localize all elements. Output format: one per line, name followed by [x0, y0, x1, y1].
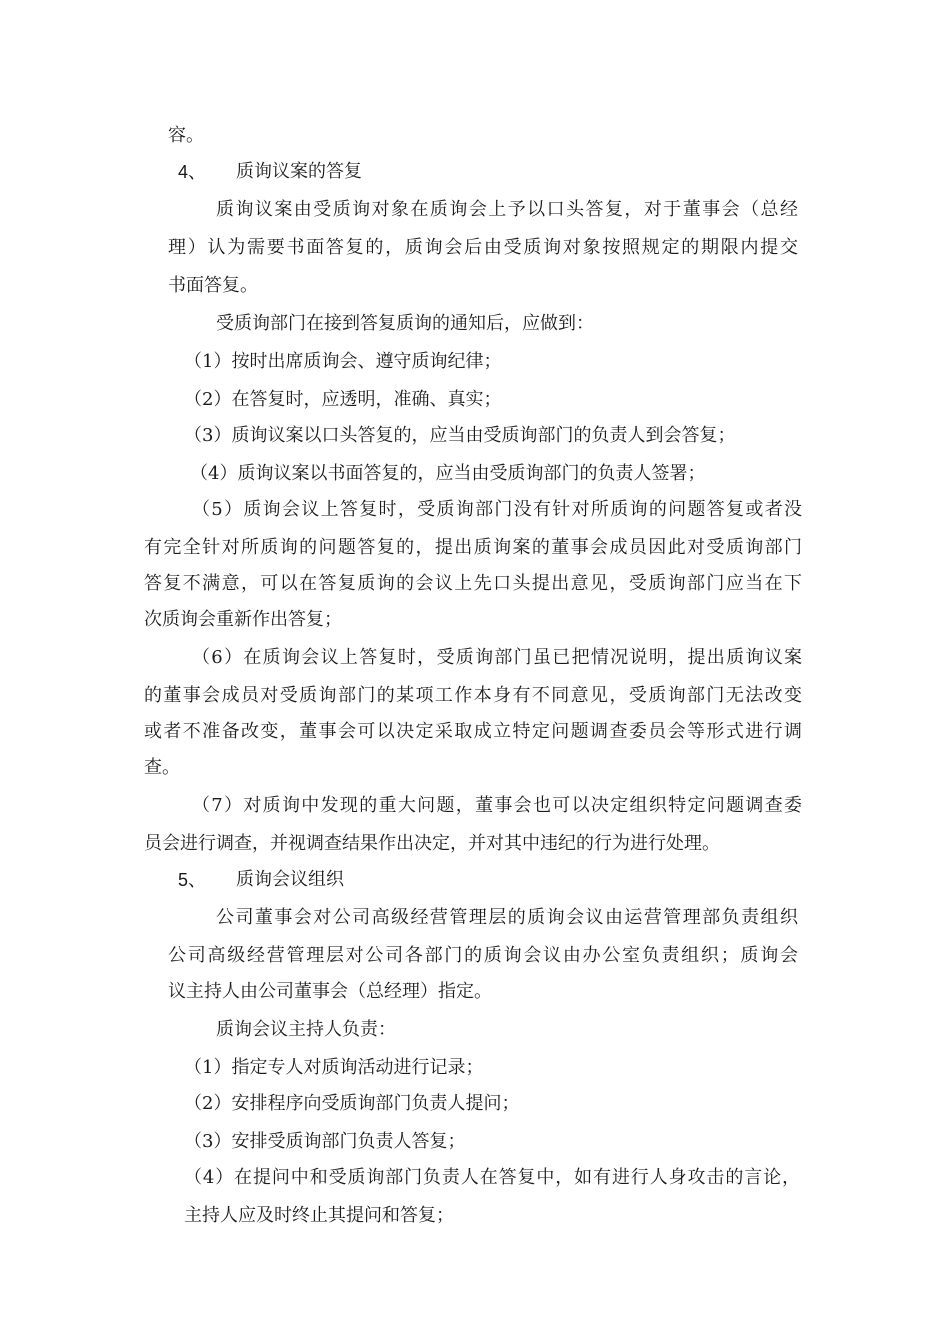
- paragraph-line: 书面答复。: [168, 275, 258, 296]
- paragraph-lead: 质询会议主持人负责：: [216, 1019, 396, 1040]
- list-item-line: 答复不满意，可以在答复质询的会议上先口头提出意见，受质询部门应当在下: [144, 573, 802, 594]
- paragraph-line: 理）认为需要书面答复的，质询会后由受质询对象按照规定的期限内提交: [168, 237, 798, 258]
- list-item: （2）安排程序向受质询部门负责人提问；: [184, 1093, 520, 1114]
- list-item: （1）按时出席质询会、遵守质询纪律；: [184, 351, 502, 372]
- list-item-line: 次质询会重新作出答复；: [144, 609, 342, 630]
- paragraph-line: 公司董事会对公司高级经营管理层的质询会议由运营管理部负责组织: [216, 907, 798, 928]
- list-item: （4）质询议案以书面答复的，应当由受质询部门的负责人签署；: [190, 463, 706, 484]
- list-item-line: 主持人应及时终止其提问和答复；: [184, 1205, 454, 1226]
- list-item-line: 查。: [144, 757, 180, 778]
- list-item-line: （7）对质询中发现的重大问题，董事会也可以决定组织特定问题调查委: [192, 795, 802, 816]
- list-item: （1）指定专人对质询活动进行记录；: [184, 1057, 484, 1078]
- section-heading: 质询议案的答复: [236, 161, 362, 182]
- list-item-line: （5）质询会议上答复时，受质询部门没有针对所质询的问题答复或者没: [192, 499, 802, 520]
- list-item-line: 有完全针对所质询的问题答复的，提出质询案的董事会成员因此对受质询部门: [144, 537, 802, 558]
- list-item: （2）在答复时，应透明，准确、真实；: [184, 389, 502, 410]
- list-item: （3）质询议案以口头答复的，应当由受质询部门的负责人到会答复；: [184, 425, 736, 446]
- paragraph-line: 议主持人由公司董事会（总经理）指定。: [168, 981, 492, 1002]
- list-item-line: 员会进行调查，并视调查结果作出决定，并对其中违纪的行为进行处理。: [144, 833, 720, 854]
- paragraph-lead: 受质询部门在接到答复质询的通知后，应做到：: [216, 313, 594, 334]
- paragraph-continuation: 容。: [168, 125, 204, 146]
- section-heading: 质询会议组织: [236, 869, 344, 890]
- section-number: 5、: [178, 870, 207, 890]
- paragraph-line: 公司高级经营管理层对公司各部门的质询会议由办公室负责组织；质询会: [168, 945, 798, 966]
- list-item-line: （6）在质询会议上答复时，受质询部门虽已把情况说明，提出质询议案: [192, 647, 802, 668]
- section-number: 4、: [178, 162, 207, 182]
- list-item: （3）安排受质询部门负责人答复；: [184, 1131, 466, 1152]
- list-item-line: 或者不准备改变，董事会可以决定采取成立特定问题调查委员会等形式进行调: [144, 721, 802, 742]
- paragraph-line: 质询议案由受质询对象在质询会上予以口头答复，对于董事会（总经: [216, 199, 798, 220]
- list-item-line: 的董事会成员对受质询部门的某项工作本身有不同意见，受质询部门无法改变: [144, 685, 802, 706]
- list-item-line: （4）在提问中和受质询部门负责人在答复中，如有进行人身攻击的言论，: [184, 1167, 800, 1188]
